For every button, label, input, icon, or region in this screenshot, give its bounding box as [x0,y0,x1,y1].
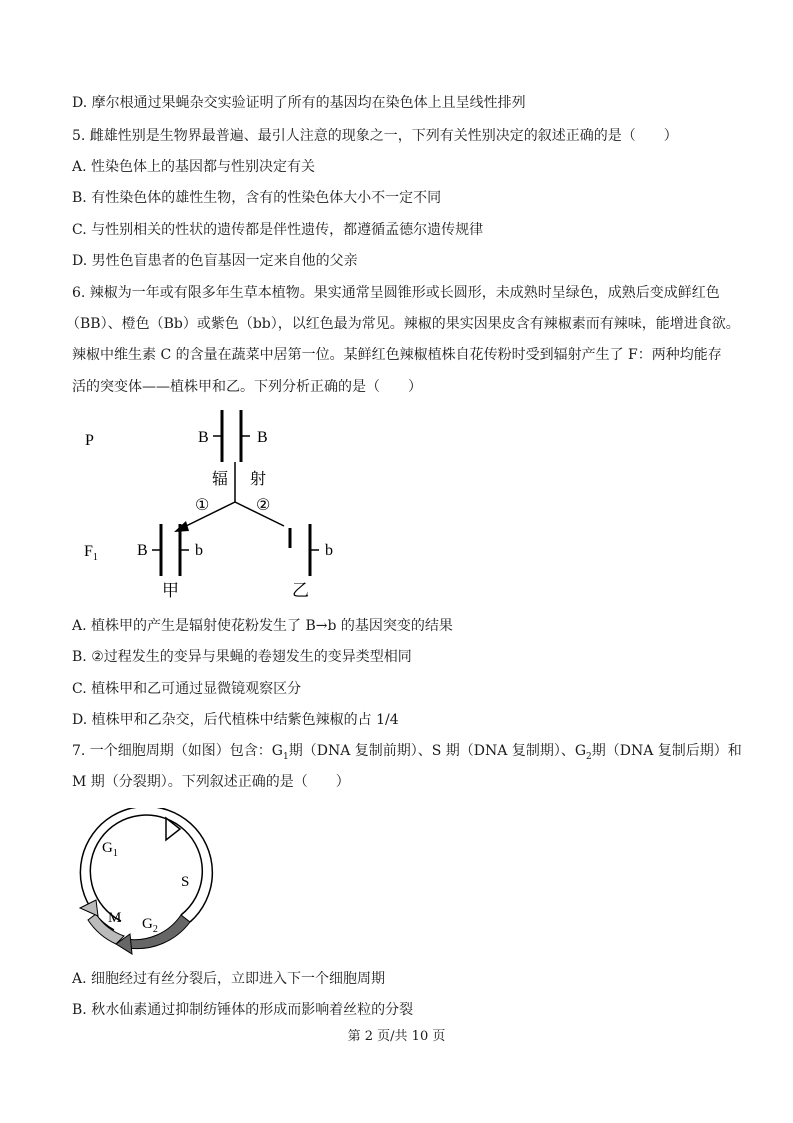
g1-phase-label: $G_1$ [102,840,118,859]
q6-option-c: C. 植株甲和乙可通过显微镜观察区分 [72,681,302,697]
q5-stem: 5. 雌雄性别是生物界最普遍、最引人注意的现象之一，下列有关性别决定的叙述正确的是（ ） [72,128,678,144]
path-1-label: ① [195,497,210,514]
g2-phase-label: $G_2$ [142,916,158,935]
jia-allele-left: B [137,542,148,559]
m-phase-label: M [108,910,122,926]
q5-option-d: D. 男性色盲患者的色盲基因一定来自他的父亲 [72,253,358,269]
g2-band [126,915,190,949]
q5-option-c: C. 与性别相关的性状的遗传都是伴性遗传，都遵循孟德尔遗传规律 [72,222,484,238]
page-footer: 第 2 页/共 10 页 [347,1029,446,1044]
path-2-label: ② [256,497,271,514]
q4-option-d: D. 摩尔根通过果蝇杂交实验证明了所有的基因均在染色体上且呈线性排列 [72,95,526,111]
q6-stem-line-3: 辣椒中维生素 C 的含量在蔬菜中居第一位。某鲜红色辣椒植株自花传粉时受到辐射产生了 F：两种均能存 [72,347,722,363]
yi-label: 乙 [292,581,309,600]
q5-option-a: A. 性染色体上的基因都与性别决定有关 [72,159,316,175]
q6-option-b: B. ②过程发生的变异与果蝇的卷翅发生的变异类型相同 [72,649,412,665]
jia-label: 甲 [162,581,179,600]
q6-stem-line-2: （BB）、橙色（Bb）或紫色（bb），以红色最为常见。辣椒的果实因果皮含有辣椒素而有辣味，能增进食欲。 [66,316,740,332]
cycle-outer-arc [80,808,212,930]
q6-option-d: D. 植株甲和乙杂交，后代植株中结紫色辣椒的占 1/4 [72,712,399,728]
radiation-label-2: 射 [250,471,267,488]
jia-allele-right: b [195,542,203,559]
q7-option-a: A. 细胞经过有丝分裂后，立即进入下一个细胞周期 [72,971,386,987]
p-generation-label: P [85,432,94,449]
mutation-diagram [70,400,370,605]
parent-allele-right: B [257,429,268,446]
cell-cycle-diagram [68,808,218,958]
s-phase-label: S [181,874,190,890]
q5-option-b: B. 有性染色体的雄性生物，含有的性染色体大小不一定不同 [72,190,442,206]
q7-stem-line-2: M 期（分裂期）。下列叙述正确的是（ ） [72,774,350,790]
q6-option-a: A. 植株甲的产生是辐射使花粉发生了 B→b 的基因突变的结果 [72,618,453,634]
q7-option-b: B. 秋水仙素通过抑制纺锤体的形成而影响着丝粒的分裂 [72,1002,414,1018]
q6-stem-line-4: 活的突变体——植株甲和乙。下列分析正确的是（ ） [72,379,422,395]
m-arrowhead [80,900,98,916]
yi-allele-right: b [325,542,333,559]
radiation-label-1: 辐 [212,471,229,488]
f1-generation-label: $F_1$ [84,543,98,563]
q7-stem-line-1: 7. 一个细胞周期（如图）包含：$G_1$期（DNA 复制前期）、S 期（DNA 复制期）、$G_2$期（DNA 复制后期）和 [72,743,742,762]
parent-allele-left: B [198,429,209,446]
cycle-inner-arc [90,815,202,921]
q6-stem-line-1: 6. 辣椒为一年或有限多年生草本植物。果实通常呈圆锥形或长圆形，未成熟时呈绿色，成熟后变成鲜红色 [72,285,720,301]
